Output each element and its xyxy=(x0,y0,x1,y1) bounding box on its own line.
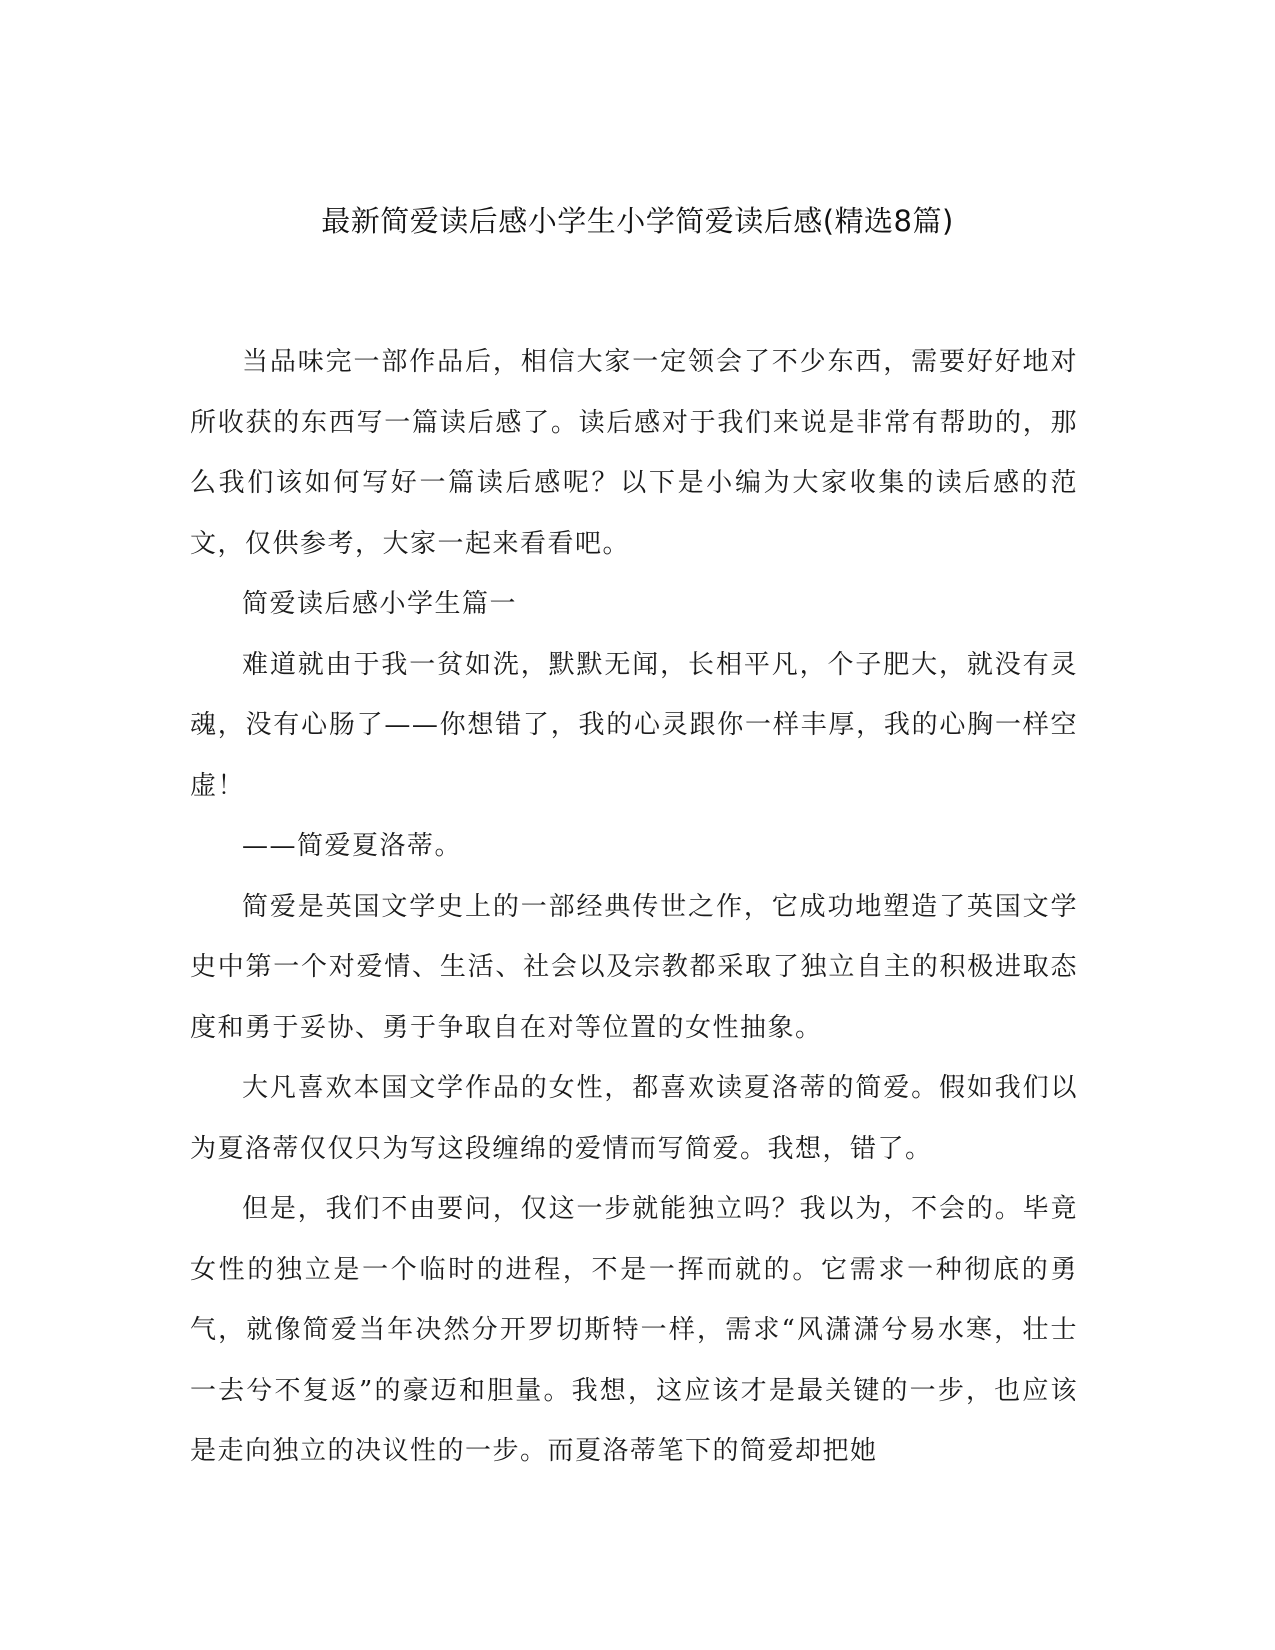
document-title: 最新简爱读后感小学生小学简爱读后感(精选8篇) xyxy=(321,204,954,238)
document-body xyxy=(190,332,1078,1482)
paragraph-quote: 难道就由于我一贫如洗，默默无闻，长相平凡，个子肥大，就没有灵魂，没有心肠了——你想错了，我的心灵跟你一样丰厚，我的心胸一样空虚！ xyxy=(190,649,1078,801)
paragraph-independence: 但是，我们不由要问，仅这一步就能独立吗？我以为，不会的。毕竟女性的独立是一个临时的进程，不是一挥而就的。它需求一种彻底的勇气，就像简爱当年决然分开罗切斯特一样，需求“风潇潇兮易水寒，壮士一去兮不复返”的豪迈和胆量。我想，这应该才是最关键的一步，也应该是走向独立的决议性的一步。而夏洛蒂笔下的简爱却把她 xyxy=(190,1194,1078,1466)
paragraph-classic: 简爱是英国文学史上的一部经典传世之作，它成功地塑造了英国文学史中第一个对爱情、生活、社会以及宗教都采取了独立自主的积极进取态度和勇于妥协、勇于争取自在对等位置的女性抽象。 xyxy=(190,891,1078,1043)
paragraph-intro: 当品味完一部作品后，相信大家一定领会了不少东西，需要好好地对所收获的东西写一篇读后感了。读后感对于我们来说是非常有帮助的，那么我们该如何写好一篇读后感呢？以下是小编为大家收集的读后感的范文，仅供参考，大家一起来看看吧。 xyxy=(190,347,1078,559)
paragraph-readers: 大凡喜欢本国文学作品的女性，都喜欢读夏洛蒂的简爱。假如我们以为夏洛蒂仅仅只为写这段缠绵的爱情而写简爱。我想，错了。 xyxy=(190,1073,1078,1164)
paragraph-attribution: ——简爱夏洛蒂。 xyxy=(242,831,463,861)
section-heading: 简爱读后感小学生篇一 xyxy=(242,589,518,619)
